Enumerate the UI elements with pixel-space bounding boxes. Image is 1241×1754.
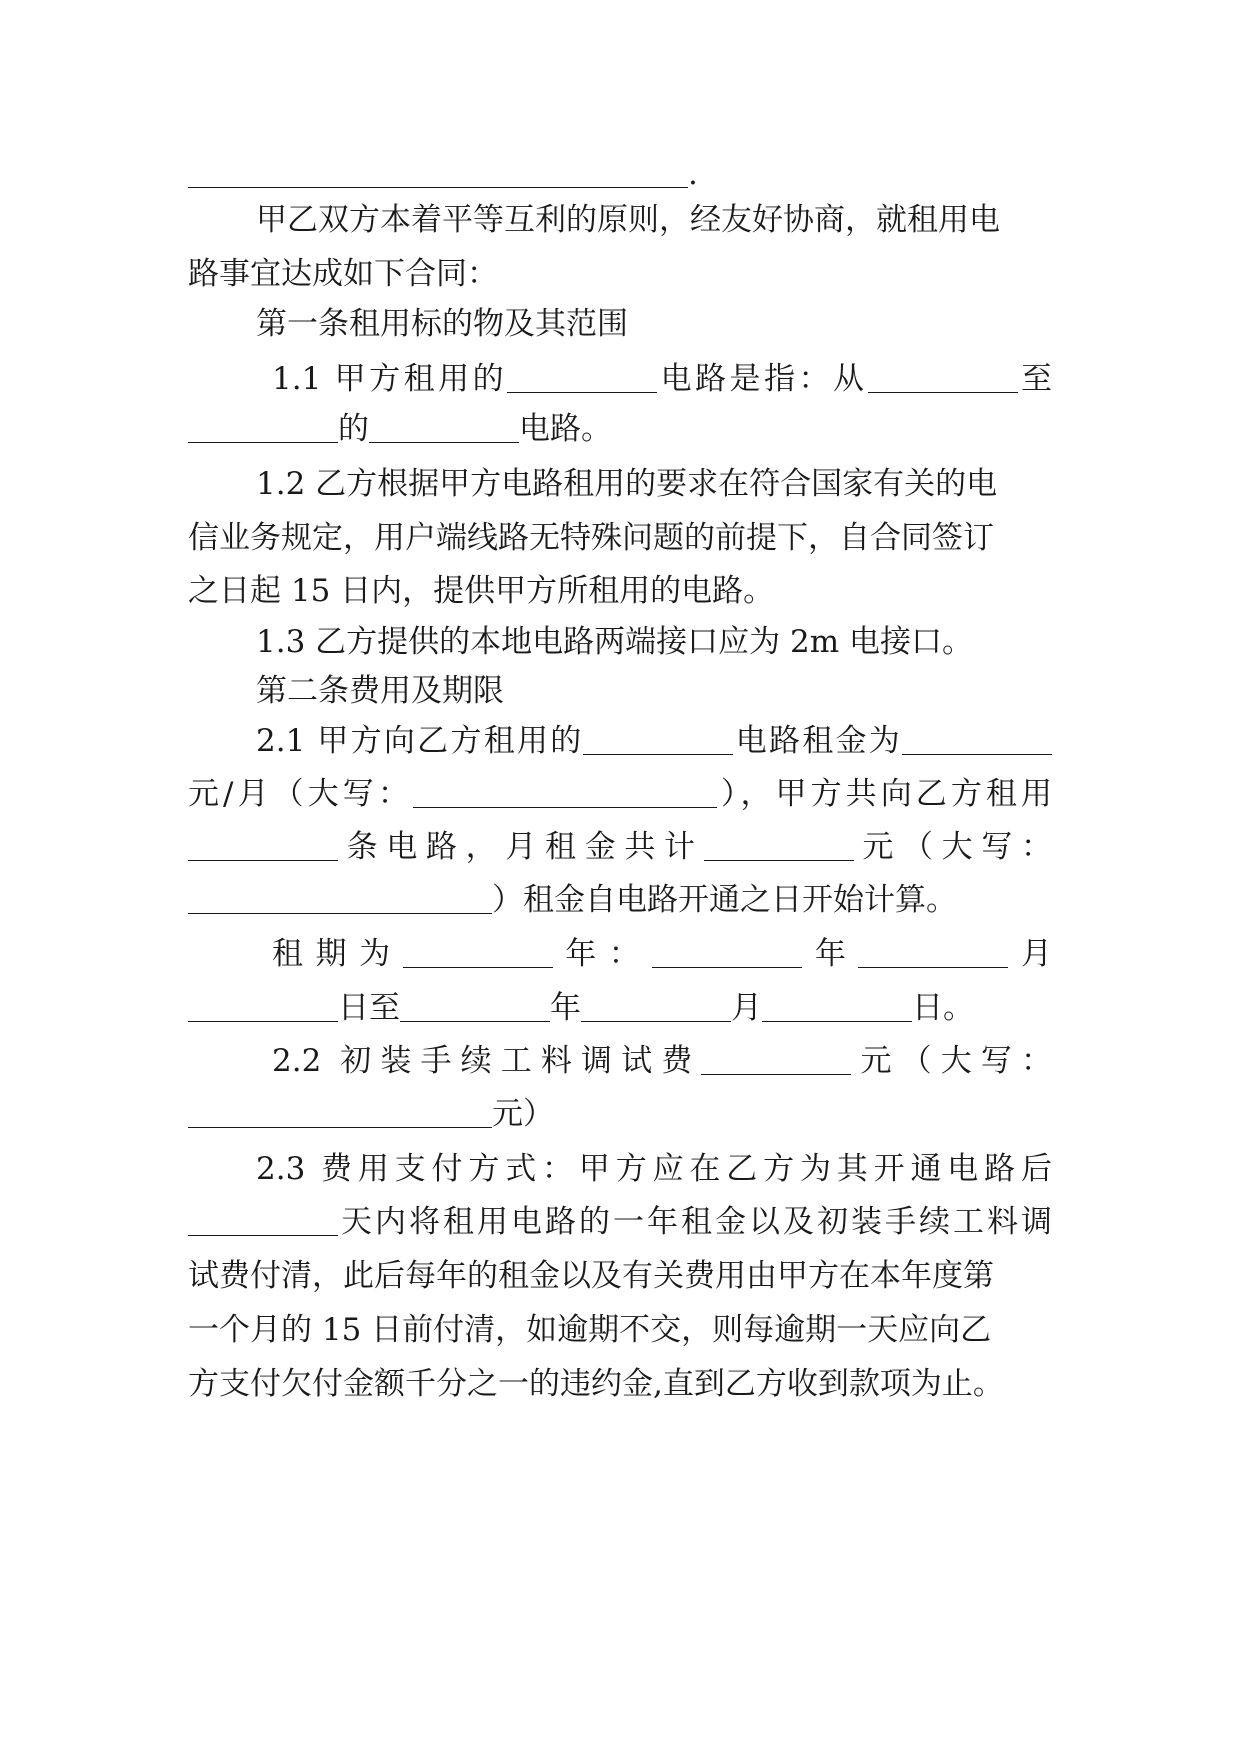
blank xyxy=(701,1044,851,1075)
blank xyxy=(369,412,519,443)
clause-2-3-line-2: 天内将租用电路的一年租金以及初装手续工料调 xyxy=(188,1198,1052,1246)
blank xyxy=(188,1097,492,1128)
clause-2-1-line-1: 2.1 甲方向乙方租用的 电路租金为 xyxy=(256,717,1052,765)
clause-2-3-line-1: 2.3 费用支付方式：甲方应在乙方为其开通电路后 xyxy=(256,1151,1052,1187)
clause-2-1-line-2: 元/月（大写： ），甲方共向乙方租用 xyxy=(188,776,1052,812)
clause-2-3-line-5: 方支付欠付金额千分之一的违约金,直到乙方收到款项为止。 xyxy=(188,1366,1004,1402)
clause-2-1-line-3: 条电路，月租金共计 元（大写： xyxy=(188,823,1052,871)
blank xyxy=(581,991,731,1022)
blank xyxy=(704,830,854,861)
clause-2-2-line-2: 元） xyxy=(188,1090,1052,1138)
top-blank-line: . xyxy=(188,150,1052,198)
blank xyxy=(762,991,912,1022)
blank xyxy=(188,991,338,1022)
clause-2-3-line-4: 一个月的 15 日前付清，如逾期不交，则每逾期一天应向乙 xyxy=(188,1312,992,1348)
blank xyxy=(403,937,553,968)
article-1-title: 第一条租用标的物及其范围 xyxy=(256,306,628,342)
clause-1-1-line-1: 1.1 甲方租用的 电路是指：从 至 xyxy=(272,361,1052,397)
blank xyxy=(507,362,657,393)
clause-1-1-line-2: 的 电路。 xyxy=(188,405,1052,453)
blank xyxy=(188,1205,338,1236)
blank xyxy=(400,991,550,1022)
blank xyxy=(902,724,1052,755)
clause-2-3-line-3: 试费付清，此后每年的租金以及有关费用由甲方在本年度第 xyxy=(188,1258,994,1294)
intro-paragraph-line-2: 路事宜达成如下合同： xyxy=(188,256,498,292)
blank xyxy=(188,157,688,188)
blank xyxy=(413,777,717,808)
blank xyxy=(868,362,1018,393)
blank xyxy=(652,937,802,968)
intro-paragraph-line-1: 甲乙双方本着平等互利的原则，经友好协商，就租用电 xyxy=(256,202,1000,238)
term-line-1: 租期为 年： 年 月 xyxy=(272,936,1052,972)
blank xyxy=(583,724,733,755)
clause-1-2-line-2: 信业务规定，用户端线路无特殊问题的前提下，自合同签订 xyxy=(188,520,994,556)
clause-1-2-line-3: 之日起 15 日内，提供甲方所租用的电路。 xyxy=(188,573,775,609)
blank xyxy=(188,883,492,914)
term-line-2: 日至 年 月 日。 xyxy=(188,984,1052,1032)
blank xyxy=(188,412,338,443)
clause-2-1-line-4: ）租金自电路开通之日开始计算。 xyxy=(188,876,1052,924)
clause-1-3: 1.3 乙方提供的本地电路两端接口应为 2m 电接口。 xyxy=(256,624,973,660)
clause-2-2-line-1: 2.2 初装手续工料调试费 元（大写： xyxy=(272,1043,1052,1079)
clause-1-2-line-1: 1.2 乙方根据甲方电路租用的要求在符合国家有关的电 xyxy=(256,466,998,502)
blank xyxy=(858,937,1008,968)
article-2-title: 第二条费用及期限 xyxy=(256,673,504,709)
blank xyxy=(188,830,338,861)
